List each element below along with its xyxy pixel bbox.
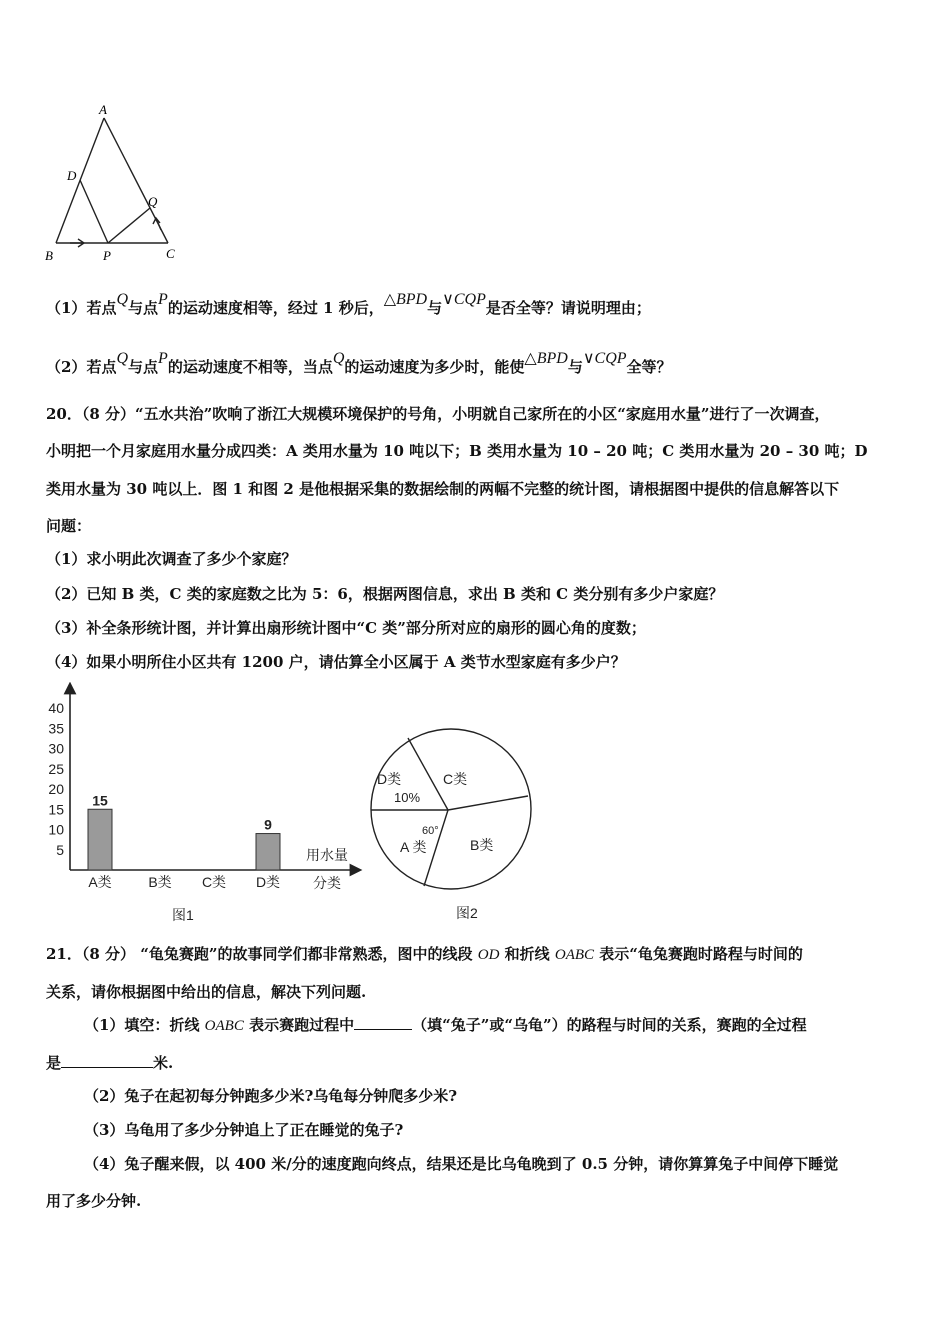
pie-label-d: D类 [377, 771, 402, 787]
x-axis-label-top: 用水量 [306, 847, 348, 863]
label-a: A [99, 102, 107, 117]
arrow-cq [153, 218, 161, 230]
q20-line-4: 问题： [46, 517, 92, 535]
bar-data-label: 15 [92, 792, 108, 809]
label-d: D [67, 168, 77, 183]
y-tick-label: 5 [56, 841, 64, 858]
label-q: Q [148, 194, 158, 209]
bar-1 [88, 809, 112, 870]
y-tick-label: 30 [48, 740, 64, 757]
q21-question-3: （3）乌龟用了多少分钟追上了正在睡觉的兔子? [84, 1121, 404, 1139]
bar-data-label: 9 [264, 816, 272, 833]
q19-part1: （1）若点Q与点P的运动速度相等，经过 1 秒后，△BPD与∨CQP是否全等？请说明理由； [46, 291, 651, 317]
pie-label-a: A 类 [400, 839, 427, 855]
q21-line-1: 21．（8 分） “龟兔赛跑”的故事同学们都非常熟悉，图中的线段 OD 和折线 OABC 表示“龟兔赛跑时路程与时间的 [46, 945, 803, 963]
y-tick-label: 20 [48, 781, 64, 797]
q20-line-1: 20．（8 分）“五水共治”吹响了浙江大规模环境保护的号角，小明就自己家所在的小区“家庭用水量”进行了一次调查， [46, 405, 830, 423]
triangle-figure [40, 100, 190, 270]
q20-question-3: （3）补全条形统计图，并计算出扇形统计图中“C 类”部分所对应的扇形的圆心角的度数； [46, 619, 646, 637]
y-tick-label: 10 [48, 821, 64, 838]
q21-line-3: （1）填空：折线 OABC 表示赛跑过程中 （填“兔子”或“乌龟”）的路程与时间的关系，赛跑的全过程 [84, 1016, 807, 1034]
label-b: B [45, 248, 53, 263]
q21-question-2: （2）兔子在起初每分钟跑多少米?乌龟每分钟爬多少米? [84, 1087, 458, 1105]
y-tick-label: 40 [48, 700, 64, 716]
q21-line-2: 关系，请你根据图中给出的信息，解决下列问题. [46, 983, 367, 1001]
answer-blank-1[interactable] [354, 1015, 412, 1030]
segment-dp [80, 180, 108, 243]
segment-pq [108, 208, 150, 243]
q20-question-4: （4）如果小明所住小区共有 1200 户，请估算全小区属于 A 类节水型家庭有多少户？ [46, 653, 626, 671]
bar-chart [30, 682, 370, 932]
y-tick-label: 35 [48, 720, 64, 737]
q20-line-2: 小明把一个月家庭用水量分成四类：A 类用水量为 10 吨以下；B 类用水量为 10 – 20 吨；C 类用水量为 20 – 30 吨；D [46, 442, 868, 460]
pie-label-b: B类 [470, 837, 494, 853]
x-category-label: B类 [148, 874, 172, 890]
y-tick-label: 15 [48, 801, 64, 818]
bar-4 [256, 834, 280, 870]
q20-line-3: 类用水量为 30 吨以上．图 1 和图 2 是他根据采集的数据绘制的两幅不完整的统计图，请根据图中提供的信息解答以下 [46, 480, 840, 498]
x-category-label: C类 [201, 874, 227, 890]
q21-question-4: （4）兔子醒来假，以 400 米/分的速度跑向终点，结果还是比乌龟晚到了 0.5 分钟，请你算算兔子中间停下睡觉 [84, 1155, 839, 1173]
pie-label-a-angle: 60° [422, 825, 439, 837]
label-p: P [103, 248, 111, 263]
pie-label-c: C类 [443, 771, 468, 787]
pie-label-d-percent: 10% [394, 790, 421, 805]
chart-title-fig2: 图2 [456, 905, 478, 921]
y-tick-label: 25 [48, 760, 64, 777]
q21-question-4-cont: 用了多少分钟. [46, 1192, 142, 1210]
x-category-label: A类 [88, 874, 112, 890]
pie-chart [360, 726, 550, 926]
q19-part2: （2）若点Q与点P的运动速度不相等，当点Q的运动速度为多少时，能使△BPD与∨CQP全等？ [46, 350, 672, 376]
q21-line-4: 是 米. [46, 1054, 174, 1072]
label-c: C [166, 246, 175, 261]
chart-title-fig1: 图1 [172, 907, 194, 923]
arrow-bp [70, 239, 84, 247]
q20-question-1: （1）求小明此次调查了多少个家庭？ [46, 550, 297, 568]
x-axis-label-bottom: 分类 [313, 875, 341, 891]
q20-question-2: （2）已知 B 类，C 类的家庭数之比为 5：6，根据两图信息，求出 B 类和 C 类分别有多少户家庭？ [46, 585, 724, 603]
x-category-label: D类 [255, 874, 281, 890]
answer-blank-2[interactable] [61, 1053, 153, 1068]
